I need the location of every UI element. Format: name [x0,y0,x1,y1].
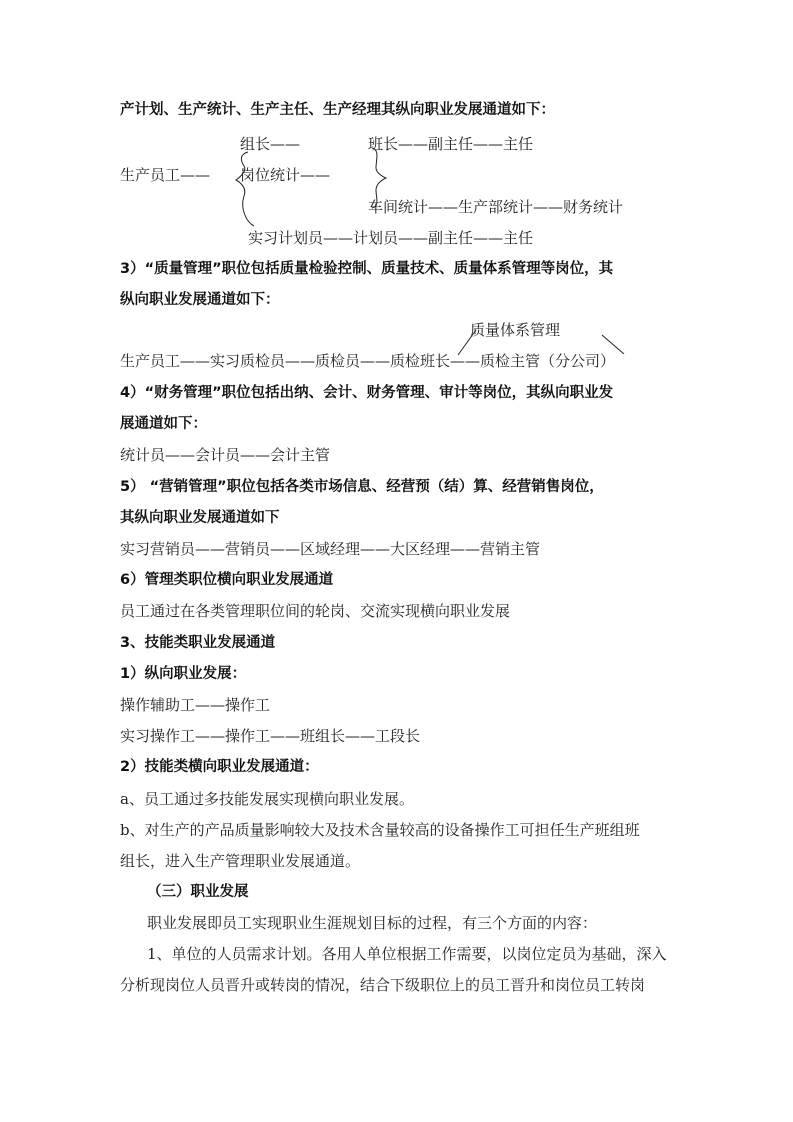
diagram-team-path: 班长——副主任——主任 [368,135,534,153]
skill-vertical-heading: 1）纵向职业发展： [120,666,247,682]
skill-path-1: 操作辅助工——操作工 [120,696,271,714]
sales-path: 实习营销员——营销员——区域经理——大区经理——营销主管 [120,540,541,558]
intro-heading: 产计划、生产统计、生产主任、生产经理其纵向职业发展通道如下： [120,102,555,118]
sales-heading-2: 其纵向职业发展通道如下 [120,510,280,526]
finance-path: 统计员——会计员——会计主管 [120,446,331,464]
quality-branch: 质量体系管理 [470,321,561,339]
diagram-post-stats: 岗位统计—— [240,166,331,184]
skill-horizontal-a: a、员工通过多技能发展实现横向职业发展。 [120,790,414,808]
sales-heading-1: 5） “营销管理”职位包括各类市场信息、经营预（结）算、经营销售岗位， [120,479,604,495]
skill-horizontal-heading: 2）技能类横向职业发展通道： [120,759,319,775]
quality-branch-lines [0,0,793,380]
mgmt-horizontal-heading: 6）管理类职位横向职业发展通道 [120,572,334,588]
skill-horizontal-b-1: b、对生产的产品质量影响较大及技术含量较高的设备操作工可担任生产班组班 [120,821,640,839]
quality-heading-1: 3）“质量管理”职位包括质量检验控制、质量技术、质量体系管理等岗位，其 [120,261,614,277]
quality-path: 生产员工——实习质检员——质检员——质检班长——质检主管（分公司） [120,352,616,370]
skill-section-heading: 3、技能类职业发展通道 [120,635,276,651]
skill-path-2: 实习操作工——操作工——班组长——工段长 [120,727,421,745]
career-dev-item1-line2: 分析现岗位人员晋升或转岗的情况，结合下级职位上的员工晋升和岗位员工转岗 [120,976,646,994]
diagram-planner-path: 实习计划员——计划员——副主任——主任 [248,229,534,247]
career-dev-item1-line1: 1、单位的人员需求计划。各用人单位根据工作需要，以岗位定员为基础，深入 [147,945,667,963]
diagram-team-leader: 组长—— [240,135,301,153]
skill-horizontal-b-2: 组长，进入生产管理职业发展通道。 [120,852,361,870]
finance-heading-1: 4）“财务管理”职位包括出纳、会计、财务管理、审计等岗位，其纵向职业发 [120,385,614,401]
diagram-start: 生产员工—— [120,166,211,184]
finance-heading-2: 展通道如下： [120,416,207,432]
career-dev-heading: （三）职业发展 [147,884,249,900]
career-dev-intro: 职业发展即员工实现职业生涯规划目标的过程，有三个方面的内容： [147,914,598,932]
diagram-stats-path: 车间统计——生产部统计——财务统计 [368,198,624,216]
mgmt-horizontal-text: 员工通过在各类管理职位间的轮岗、交流实现横向职业发展 [120,602,511,620]
quality-heading-2: 纵向职业发展通道如下： [120,292,280,308]
